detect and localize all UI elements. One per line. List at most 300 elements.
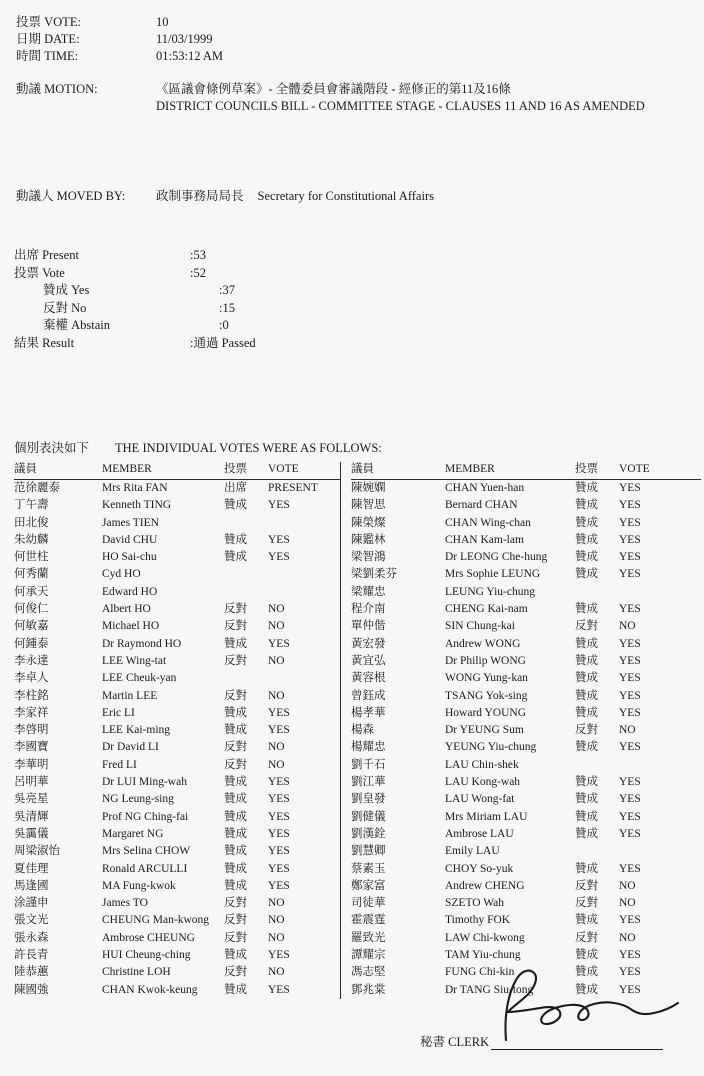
member-name-chinese: 馮志堅 [351,966,386,979]
member-vote-chinese: 贊成 [224,637,247,650]
member-name-english: Fred LI [102,758,137,771]
member-vote-english: YES [619,533,641,546]
table-row [351,670,701,687]
member-vote-english: NO [268,931,285,944]
member-name-chinese: 劉漢銓 [351,827,386,840]
motion-label: 動議 MOTION: [16,82,98,96]
member-vote-chinese: 贊成 [224,983,247,996]
no-value: :15 [219,300,235,315]
member-vote-chinese: 贊成 [575,827,598,840]
member-vote-chinese: 贊成 [575,603,598,616]
member-name-english: CHAN Wing-chan [445,516,531,529]
member-vote-english: YES [268,776,290,789]
date-label: 日期 DATE: [16,32,80,46]
member-vote-chinese: 贊成 [575,689,598,702]
member-name-chinese: 梁耀忠 [351,585,386,598]
member-vote-english: NO [268,689,285,702]
member-name-chinese: 吳靄儀 [14,827,49,840]
member-name-chinese: 程介南 [351,603,386,616]
member-name-english: Kenneth TING [102,499,172,512]
member-name-english: CHAN Kwok-keung [102,983,198,996]
member-vote-chinese: 贊成 [224,724,247,737]
member-vote-english: YES [268,810,290,823]
result-label: 結果 Result [14,335,75,350]
table-row [351,982,701,999]
member-vote-chinese: 反對 [224,966,247,979]
member-name-chinese: 鄧兆棠 [351,983,386,996]
member-name-chinese: 李家祥 [14,706,49,719]
table-row [14,636,340,653]
member-name-chinese: 田北俊 [14,516,49,529]
votes-rows-right [351,480,701,999]
table-header-right [351,462,701,480]
member-name-chinese: 李啓明 [14,724,49,737]
member-vote-chinese: 贊成 [575,966,598,979]
member-vote-english: YES [268,533,290,546]
header-vote-english: VOTE [268,463,299,475]
member-vote-english: YES [619,983,641,996]
member-vote-english [619,843,685,860]
member-name-english: CHAN Yuen-han [445,482,525,494]
member-name-chinese: 何世柱 [14,551,49,564]
member-vote-chinese: 贊成 [224,845,247,858]
member-vote-chinese: 贊成 [575,568,598,581]
member-vote-english [619,584,685,601]
motion-block [16,81,696,115]
member-vote-chinese: 贊成 [224,810,247,823]
table-row [14,566,340,583]
member-vote-english: YES [619,776,641,789]
member-vote-chinese: 贊成 [224,551,247,564]
individual-votes-table [14,462,690,999]
member-vote-english: YES [268,793,290,806]
member-vote-chinese: 贊成 [224,499,247,512]
moved-by-block [16,188,434,205]
member-vote-english: YES [619,966,641,979]
member-vote-english: YES [619,499,641,512]
member-vote-chinese: 贊成 [575,983,598,996]
member-name-chinese: 鄭家富 [351,879,386,892]
member-name-chinese: 陳婉嫻 [351,482,386,494]
member-name-english: LEE Wing-tat [102,654,167,667]
member-vote-english: YES [268,827,290,840]
member-vote-chinese [224,670,268,687]
member-name-english: Dr Raymond HO [102,637,182,650]
member-name-english: Mrs Selina CHOW [102,845,191,858]
table-row [14,722,340,739]
table-row [351,515,701,532]
table-row [351,653,701,670]
member-vote-english: PRESENT [268,482,318,494]
member-name-english: Dr LEONG Che-hung [445,551,548,564]
yes-label: 贊成 Yes [43,283,90,297]
table-row [351,878,701,895]
member-vote-chinese: 反對 [575,897,598,910]
member-vote-english: NO [268,897,285,910]
member-name-english: LEE Cheuk-yan [102,672,177,685]
member-vote-chinese: 贊成 [575,914,598,927]
vote-number-label: 投票 VOTE: [16,15,81,29]
member-vote-english: YES [619,637,641,650]
member-vote-english: YES [268,637,290,650]
member-name-chinese: 陳智思 [351,499,386,512]
member-vote-english [619,757,685,774]
member-vote-chinese [224,566,268,583]
member-vote-chinese: 贊成 [575,949,598,962]
member-name-chinese: 羅致光 [351,931,386,944]
table-row [14,774,340,791]
member-vote-english: YES [619,672,641,685]
clerk-signature-line [491,1036,663,1050]
member-name-english: Andrew WONG [445,637,521,650]
yes-value: :37 [219,283,235,297]
member-name-chinese: 陳鑑林 [351,533,386,546]
member-name-chinese: 劉慧卿 [351,845,386,858]
table-row [14,912,340,929]
member-vote-chinese: 贊成 [575,862,598,875]
member-name-chinese: 何敏嘉 [14,620,49,633]
member-vote-english: YES [268,706,290,719]
member-name-english: Dr Philip WONG [445,654,526,667]
individual-votes-heading-english: THE INDIVIDUAL VOTES WERE AS FOLLOWS: [115,441,382,455]
member-name-english: Cyd HO [102,568,141,581]
member-name-english: LAU Kong-wah [445,776,521,789]
member-vote-english: NO [619,724,636,737]
table-row [351,618,701,635]
member-name-english: LAU Wong-fat [445,793,515,806]
table-row [351,601,701,618]
table-row [14,688,340,705]
vote-count-value: :52 [190,265,206,280]
member-name-chinese: 黃宏發 [351,637,386,650]
member-vote-chinese [575,757,619,774]
member-vote-english: NO [268,758,285,771]
member-vote-english: YES [619,827,641,840]
motion-text-english: DISTRICT COUNCILS BILL - COMMITTEE STAGE - CLAUSES 11 AND 16 AS AMENDED [156,99,645,113]
member-vote-chinese: 反對 [575,620,598,633]
member-vote-chinese: 贊成 [575,499,598,512]
member-vote-chinese [224,584,268,601]
member-name-chinese: 黃容根 [351,672,386,685]
member-name-english: Dr TANG Siu-tong [445,983,534,996]
member-vote-english: YES [619,482,641,494]
member-name-english: Mrs Rita FAN [102,482,168,494]
member-name-english: Bernard CHAN [445,499,518,512]
member-vote-english [268,566,334,583]
member-name-chinese: 呂明華 [14,776,49,789]
clerk-signature-block [420,1032,663,1050]
table-row [351,480,701,497]
member-name-english: Martin LEE [102,689,158,702]
member-name-chinese: 楊耀忠 [351,741,386,754]
member-name-chinese: 李華明 [14,758,49,771]
time-label: 時間 TIME: [16,49,79,63]
table-row [351,688,701,705]
header-member-english: MEMBER [102,463,152,475]
table-row [351,739,701,756]
member-name-chinese: 曾鈺成 [351,689,386,702]
member-name-chinese: 劉健儀 [351,810,386,823]
member-name-chinese: 楊孝華 [351,706,386,719]
member-name-chinese: 楊森 [351,724,374,737]
table-row [351,843,701,860]
member-vote-chinese: 反對 [575,724,598,737]
member-vote-chinese: 反對 [575,879,598,892]
member-name-english: TSANG Yok-sing [445,689,528,702]
table-row [14,618,340,635]
member-name-chinese: 李柱銘 [14,689,49,702]
vote-tally-block [14,247,256,352]
member-name-english: James TO [102,897,148,910]
member-name-english: CHAN Kam-lam [445,533,524,546]
member-name-chinese: 陸恭蕙 [14,966,49,979]
member-vote-chinese: 贊成 [224,879,247,892]
abstain-label: 棄權 Abstain [43,318,111,332]
member-vote-chinese [575,584,619,601]
member-vote-chinese: 反對 [575,931,598,944]
table-row [14,515,340,532]
header-vote-chinese: 投票 [575,463,598,475]
member-vote-chinese: 贊成 [575,533,598,546]
table-row [351,497,701,514]
tally-row-result [14,335,256,353]
table-row [351,947,701,964]
member-name-english: LAW Chi-kwong [445,931,525,944]
member-vote-english: YES [268,845,290,858]
table-row [14,861,340,878]
member-name-chinese: 陳國強 [14,983,49,996]
member-vote-chinese [575,843,619,860]
header-vote-chinese: 投票 [224,463,247,475]
moved-by-person [156,188,434,205]
member-name-english: NG Leung-sing [102,793,174,806]
member-vote-chinese: 反對 [224,914,247,927]
table-row [351,636,701,653]
member-name-english: CHEUNG Man-kwong [102,914,210,927]
header-member-english: MEMBER [445,463,495,475]
member-name-english: Timothy FOK [445,914,511,927]
member-name-english: SIN Chung-kai [445,620,515,633]
member-name-english: MA Fung-kwok [102,879,176,892]
moved-by-label: 動議人 MOVED BY: [16,189,126,203]
member-name-english: Mrs Sophie LEUNG [445,568,541,581]
member-name-chinese: 周梁淑怡 [14,845,60,858]
table-row [14,895,340,912]
member-vote-english: YES [619,949,641,962]
member-name-english: Mrs Miriam LAU [445,810,528,823]
member-vote-english: NO [619,931,636,944]
member-vote-chinese: 贊成 [224,776,247,789]
member-name-chinese: 何俊仁 [14,603,49,616]
member-name-chinese: 劉皇發 [351,793,386,806]
member-name-english: LEE Kai-ming [102,724,171,737]
table-header-left [14,462,340,480]
member-vote-english: YES [268,983,290,996]
votes-rows-left [14,480,340,999]
member-name-english: Andrew CHENG [445,879,525,892]
table-row [351,912,701,929]
member-vote-chinese: 贊成 [575,654,598,667]
member-vote-english: NO [619,620,636,633]
member-vote-english: YES [268,499,290,512]
member-vote-english: YES [619,741,641,754]
table-row [351,532,701,549]
member-vote-english [268,584,334,601]
member-name-english: FUNG Chi-kin [445,966,515,979]
member-name-chinese: 何承天 [14,585,49,598]
member-vote-chinese: 贊成 [224,949,247,962]
member-vote-english: YES [619,793,641,806]
member-vote-english: YES [268,879,290,892]
table-row [351,566,701,583]
table-row [14,497,340,514]
member-name-english: LAU Chin-shek [445,758,519,771]
member-name-chinese: 李國寶 [14,741,49,754]
member-name-chinese: 霍震霆 [351,914,386,927]
table-row [14,584,340,601]
table-row [351,930,701,947]
member-vote-chinese: 贊成 [224,706,247,719]
member-name-chinese: 譚耀宗 [351,949,386,962]
table-row [351,964,701,981]
vote-number-value: 10 [156,15,169,29]
member-name-english: Howard YOUNG [445,706,527,719]
member-vote-chinese: 贊成 [575,637,598,650]
table-row [351,791,701,808]
tally-row-yes [14,282,256,300]
member-vote-chinese: 反對 [224,689,247,702]
moved-by-person-chinese: 政制事務局局長 [156,189,244,203]
member-vote-chinese: 反對 [224,758,247,771]
member-name-chinese: 許長青 [14,949,49,962]
member-name-english: Albert HO [102,603,151,616]
table-row [351,774,701,791]
member-name-english: Edward HO [102,585,158,598]
result-value: :通過 Passed [190,335,256,350]
tally-row-abstain [14,317,256,335]
votes-column-right [340,462,701,999]
table-row [14,480,340,497]
member-vote-chinese: 贊成 [575,706,598,719]
member-name-english: YEUNG Yiu-chung [445,741,537,754]
member-vote-english: NO [268,603,285,616]
member-name-english: WONG Yung-kan [445,672,528,685]
member-vote-english: YES [619,914,641,927]
member-vote-english: YES [619,706,641,719]
present-label: 出席 Present [14,248,79,262]
table-row [351,895,701,912]
vote-count-label: 投票 Vote [14,265,65,280]
member-name-chinese: 范徐麗泰 [14,482,60,494]
member-name-chinese: 陳榮燦 [351,516,386,529]
member-name-chinese: 司徒華 [351,897,386,910]
table-row [14,739,340,756]
member-name-english: Dr David LI [102,741,159,754]
member-vote-chinese: 贊成 [575,516,598,529]
meta-row-date [16,31,676,48]
member-name-chinese: 李永達 [14,654,49,667]
member-name-english: Ambrose LAU [445,827,514,840]
member-name-chinese: 朱幼麟 [14,533,49,546]
table-row [14,549,340,566]
member-name-english: Margaret NG [102,827,164,840]
tally-row-present [14,247,256,265]
no-label: 反對 No [43,300,87,315]
member-vote-chinese: 贊成 [224,862,247,875]
table-row [351,549,701,566]
date-value: 11/03/1999 [156,32,213,46]
member-name-english: CHOY So-yuk [445,862,514,875]
member-vote-english: YES [268,551,290,564]
table-row [14,601,340,618]
header-member-chinese: 議員 [351,463,374,475]
table-row [14,982,340,999]
member-name-english: David CHU [102,533,158,546]
table-row [14,964,340,981]
member-vote-chinese: 贊成 [575,672,598,685]
member-vote-english: YES [619,810,641,823]
member-vote-english: NO [268,914,285,927]
table-row [14,791,340,808]
member-vote-chinese: 贊成 [575,741,598,754]
member-vote-chinese [224,515,268,532]
member-name-chinese: 何秀蘭 [14,568,49,581]
member-vote-english: YES [268,949,290,962]
member-vote-english: NO [619,897,636,910]
member-vote-english: NO [619,879,636,892]
table-row [14,947,340,964]
member-name-chinese: 張文光 [14,914,49,927]
individual-votes-heading [14,438,382,456]
present-value: :53 [190,248,206,262]
member-vote-english: YES [619,654,641,667]
member-name-chinese: 吳亮星 [14,793,49,806]
member-name-english: Ronald ARCULLI [102,862,188,875]
table-row [351,757,701,774]
member-name-chinese: 黃宜弘 [351,654,386,667]
member-vote-english: YES [619,862,641,875]
member-vote-english: NO [268,966,285,979]
member-name-english: Christine LOH [102,966,171,979]
member-vote-english: YES [268,724,290,737]
document-meta [16,14,676,65]
moved-by-person-english: Secretary for Constitutional Affairs [257,189,434,203]
table-row [14,757,340,774]
member-vote-english: YES [619,689,641,702]
motion-text-chinese: 《區議會條例草案》- 全體委員會審議階段 - 經修正的第11及16條 [156,82,511,96]
member-vote-english: YES [268,862,290,875]
member-name-chinese: 單仲偕 [351,620,386,633]
member-name-chinese: 何鍾泰 [14,637,49,650]
member-name-english: Dr YEUNG Sum [445,724,524,737]
member-vote-english: NO [268,620,285,633]
table-row [14,670,340,687]
member-name-chinese: 梁智鴻 [351,551,386,564]
member-vote-english [268,515,334,532]
member-name-chinese: 吳清輝 [14,810,49,823]
member-vote-english: NO [268,654,285,667]
member-name-chinese: 丁午壽 [14,499,49,512]
member-name-english: Eric LI [102,706,135,719]
header-member-chinese: 議員 [14,463,37,475]
time-value: 01:53:12 AM [156,49,224,63]
member-vote-chinese: 贊成 [575,776,598,789]
member-vote-english: YES [619,568,641,581]
member-name-chinese: 劉江華 [351,776,386,789]
member-name-english: James TIEN [102,516,159,529]
member-vote-chinese: 贊成 [224,533,247,546]
member-name-chinese: 涂謹申 [14,897,49,910]
